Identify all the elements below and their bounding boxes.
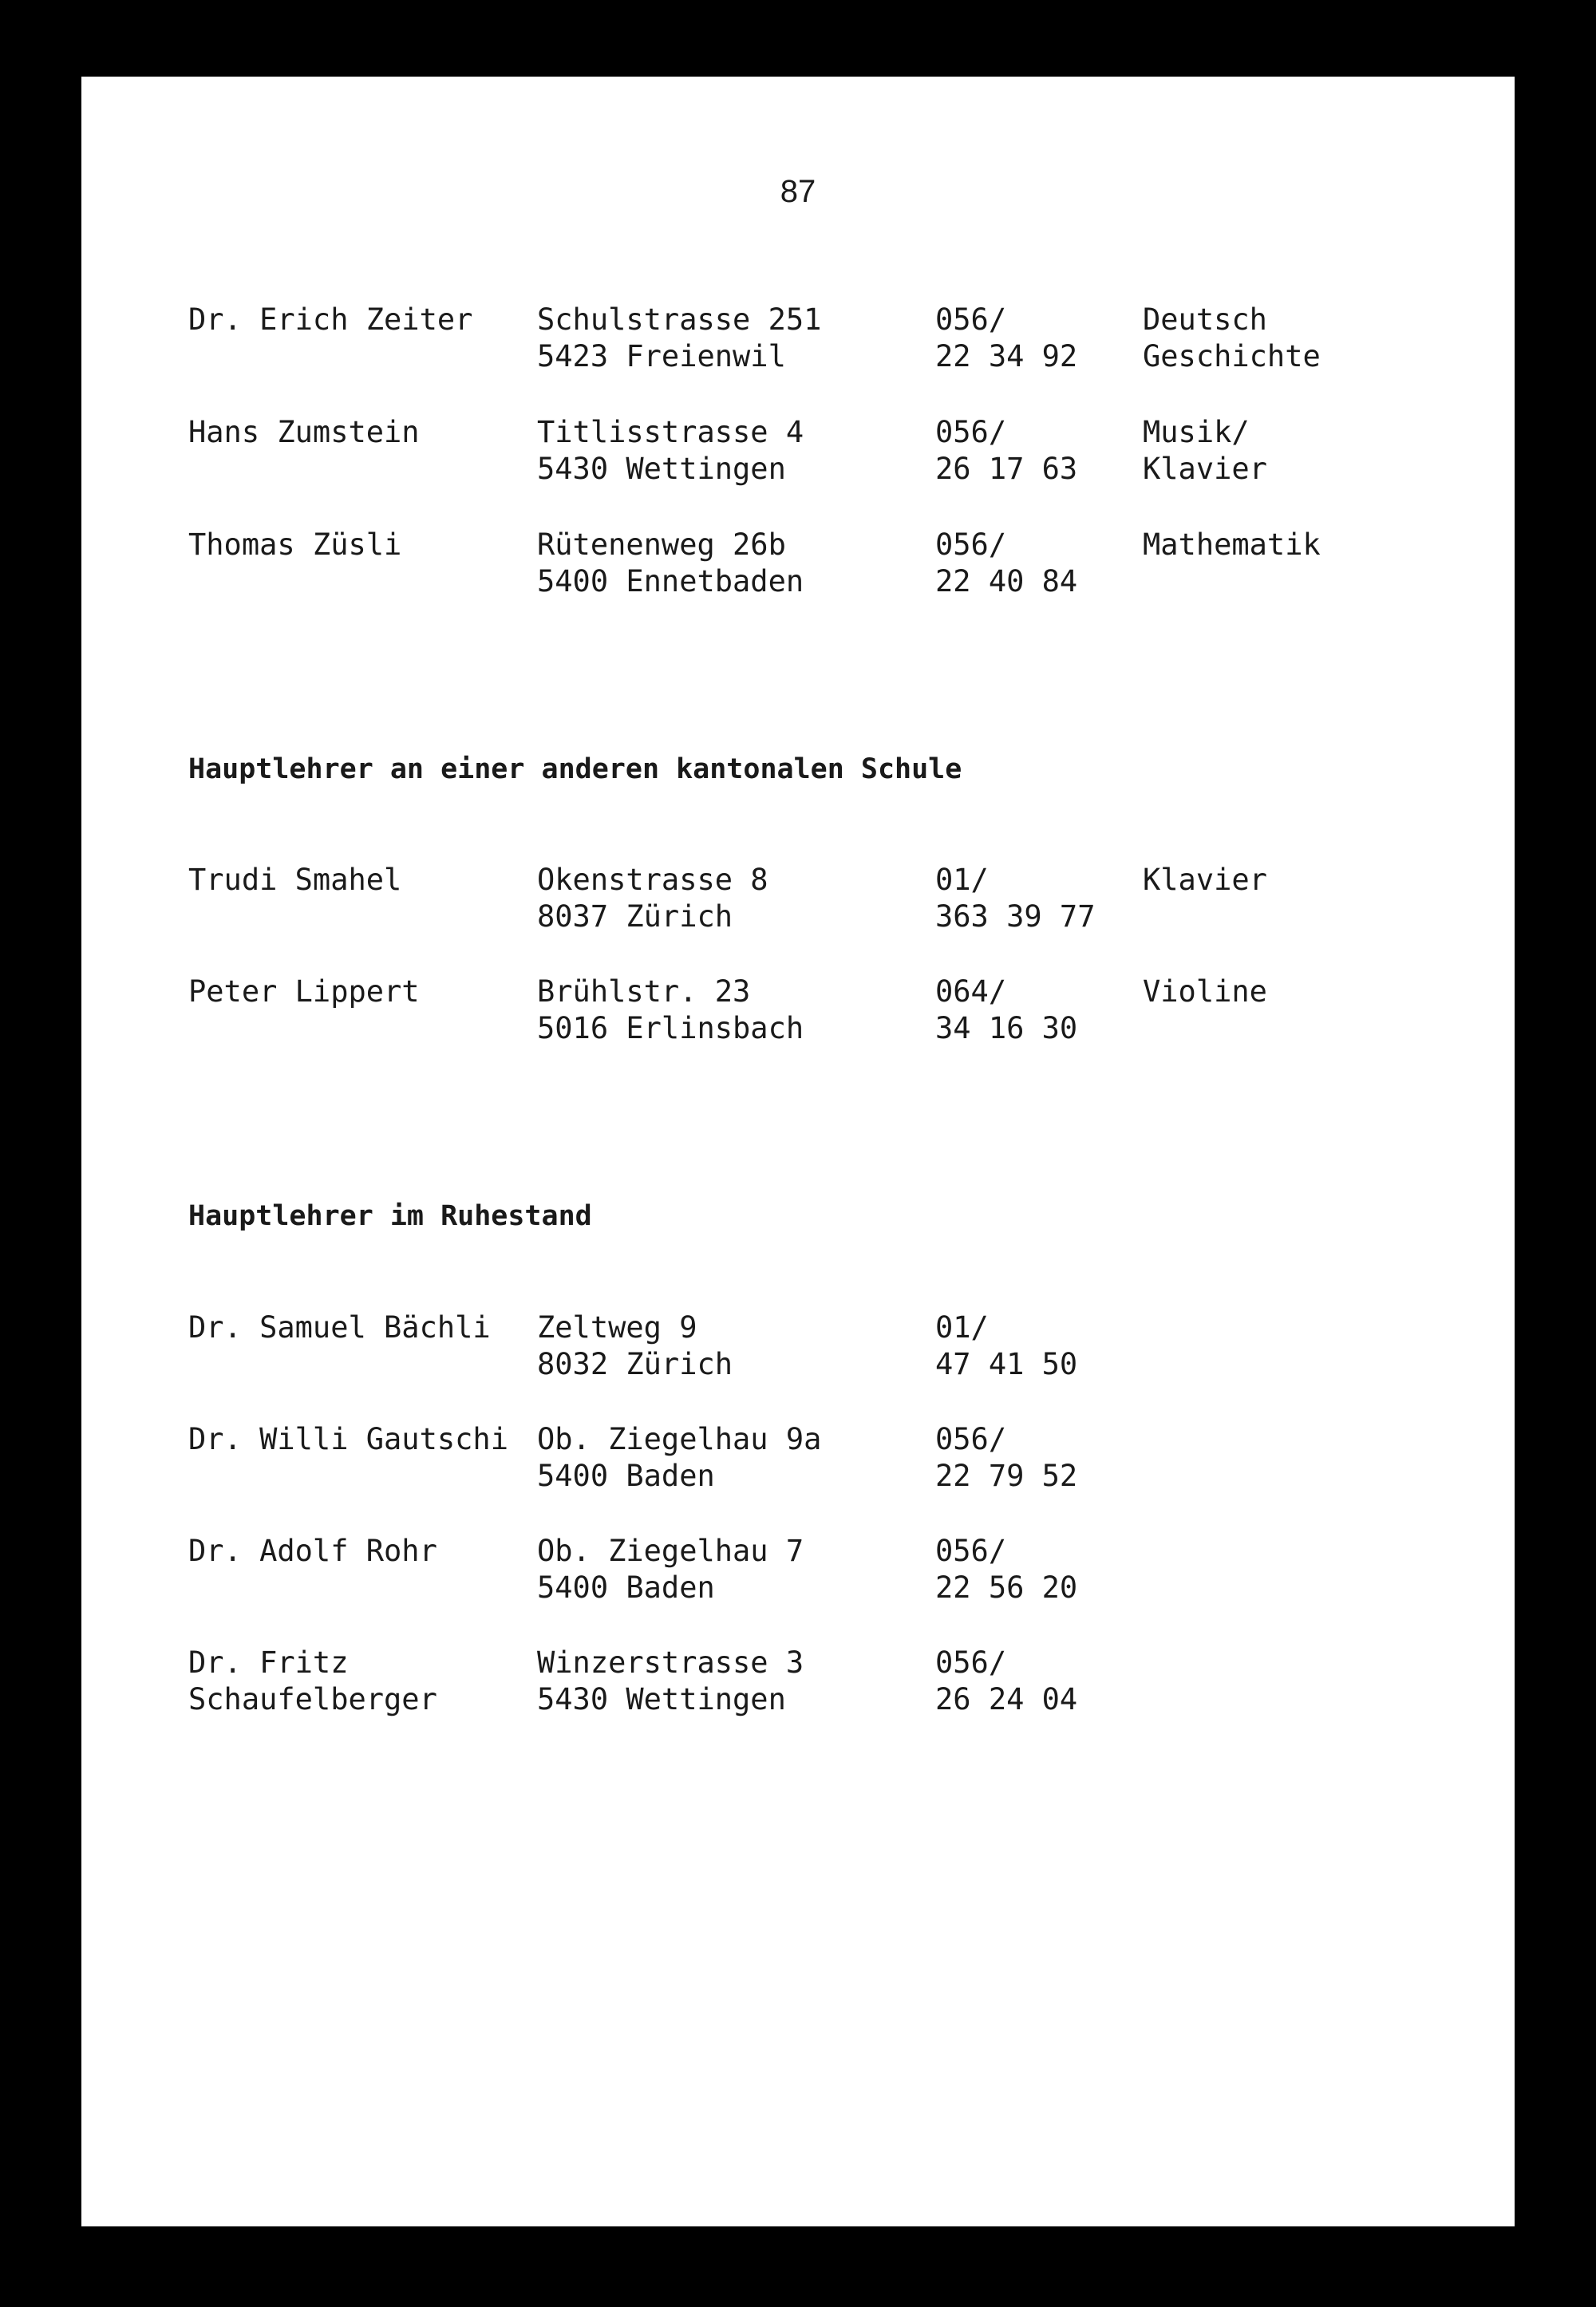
entry-city: 5400 Baden xyxy=(537,1570,715,1605)
entry-city: 5400 Ennetbaden xyxy=(537,564,804,598)
teacher-entry xyxy=(188,527,1465,603)
teacher-entry xyxy=(188,974,1465,1050)
entry-subject: Deutsch xyxy=(1143,302,1267,337)
entry-subject: Klavier xyxy=(1143,863,1267,897)
entry-phone-number: 22 34 92 xyxy=(935,339,1078,373)
entry-name: Hans Zumstein xyxy=(188,415,420,449)
entry-area-code: 01/ xyxy=(935,863,989,897)
entry-subject: Violine xyxy=(1143,974,1267,1009)
entry-street: Ob. Ziegelhau 7 xyxy=(537,1534,804,1568)
entry-phone-number: 22 56 20 xyxy=(935,1570,1078,1605)
entry-street: Winzerstrasse 3 xyxy=(537,1645,804,1680)
entry-area-code: 064/ xyxy=(935,974,1007,1009)
entry-city: 5430 Wettingen xyxy=(537,452,786,486)
teacher-entry xyxy=(188,414,1465,491)
entry-city: 5400 Baden xyxy=(537,1459,715,1493)
entry-phone-number: 26 17 63 xyxy=(935,452,1078,486)
entry-name: Dr. Fritz xyxy=(188,1645,349,1680)
entry-subject: Musik/ xyxy=(1143,415,1250,449)
entry-name: Dr. Willi Gautschi xyxy=(188,1422,508,1456)
entry-name: Trudi Smahel xyxy=(188,863,402,897)
entry-name: Dr. Erich Zeiter xyxy=(188,302,473,337)
entry-area-code: 056/ xyxy=(935,527,1007,562)
teacher-entry xyxy=(188,1645,1465,1721)
entry-street: Okenstrasse 8 xyxy=(537,863,768,897)
entry-phone-number: 363 39 77 xyxy=(935,899,1096,934)
entry-area-code: 01/ xyxy=(935,1310,989,1345)
entry-phone-number: 47 41 50 xyxy=(935,1347,1078,1381)
entry-area-code: 056/ xyxy=(935,302,1007,337)
teacher-entry xyxy=(188,1310,1465,1386)
entry-phone-number: 34 16 30 xyxy=(935,1011,1078,1045)
entry-city: 8037 Zürich xyxy=(537,899,733,934)
entry-area-code: 056/ xyxy=(935,1645,1007,1680)
entry-city: 8032 Zürich xyxy=(537,1347,733,1381)
entry-name: Peter Lippert xyxy=(188,974,420,1009)
entry-street: Schulstrasse 251 xyxy=(537,302,822,337)
entry-phone-number: 22 40 84 xyxy=(935,564,1078,598)
entry-area-code: 056/ xyxy=(935,415,1007,449)
teacher-entry xyxy=(188,302,1465,378)
entry-subject: Mathematik xyxy=(1143,527,1321,562)
entry-street: Zeltweg 9 xyxy=(537,1310,697,1345)
entry-name-2: Schaufelberger xyxy=(188,1682,437,1716)
entry-name: Dr. Adolf Rohr xyxy=(188,1534,437,1568)
entry-city: 5430 Wettingen xyxy=(537,1682,786,1716)
document-page xyxy=(81,77,1515,2226)
teacher-entry xyxy=(188,862,1465,938)
entry-area-code: 056/ xyxy=(935,1422,1007,1456)
section-heading-other-school: Hauptlehrer an einer anderen kantonalen Schule xyxy=(188,753,962,785)
entry-phone-number: 26 24 04 xyxy=(935,1682,1078,1716)
page-number: 87 xyxy=(780,174,816,209)
entry-city: 5016 Erlinsbach xyxy=(537,1011,804,1045)
entry-area-code: 056/ xyxy=(935,1534,1007,1568)
entry-street: Titlisstrasse 4 xyxy=(537,415,804,449)
teacher-entry xyxy=(188,1421,1465,1498)
entry-subject-2: Geschichte xyxy=(1143,339,1321,373)
entry-subject-2: Klavier xyxy=(1143,452,1267,486)
entry-street: Brühlstr. 23 xyxy=(537,974,751,1009)
entry-street: Ob. Ziegelhau 9a xyxy=(537,1422,822,1456)
entry-name: Thomas Züsli xyxy=(188,527,402,562)
entry-phone-number: 22 79 52 xyxy=(935,1459,1078,1493)
entry-name: Dr. Samuel Bächli xyxy=(188,1310,491,1345)
entry-street: Rütenenweg 26b xyxy=(537,527,786,562)
teacher-entry xyxy=(188,1533,1465,1610)
section-heading-retired: Hauptlehrer im Ruhestand xyxy=(188,1200,592,1232)
entry-city: 5423 Freienwil xyxy=(537,339,786,373)
